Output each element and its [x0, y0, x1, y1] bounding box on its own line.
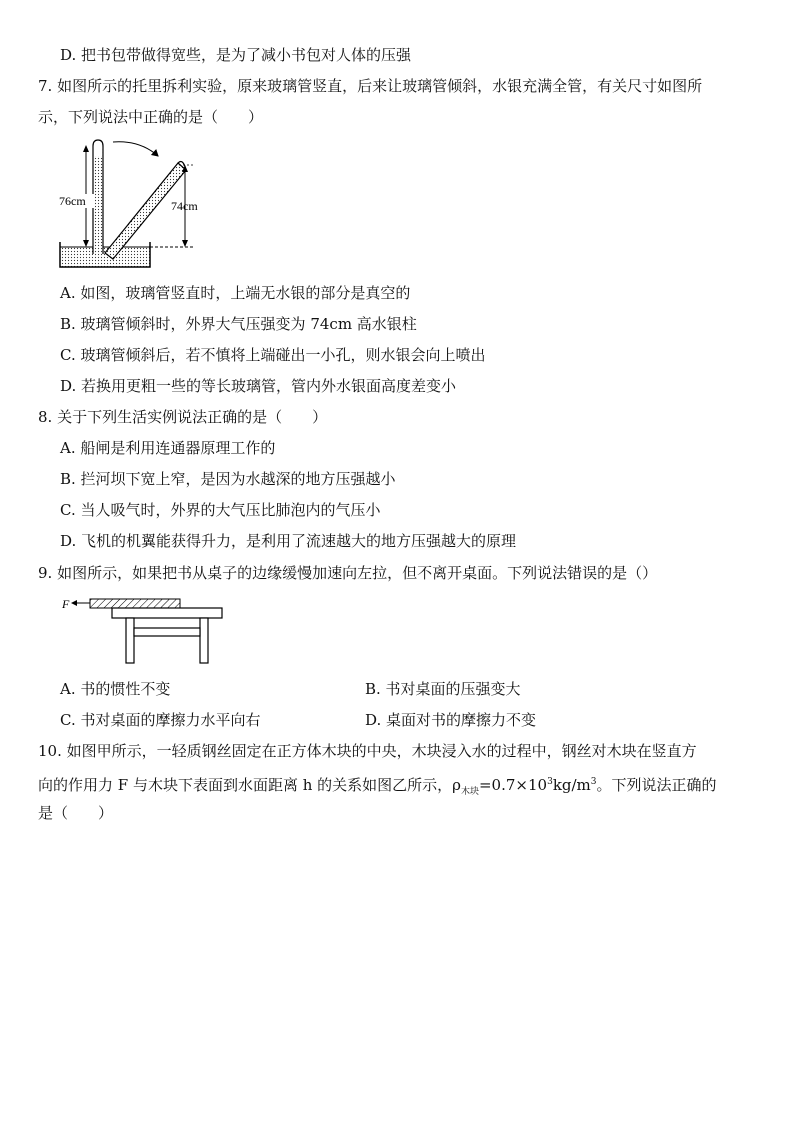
q10-stem-line3: 是（ ）: [38, 804, 114, 822]
table-leg-left: [126, 618, 134, 663]
q9-option-b: B. 书对桌面的压强变大: [365, 680, 521, 698]
label-force-f: F: [62, 597, 70, 611]
tilt-arrow: [113, 142, 158, 156]
q6-option-d: D. 把书包带做得宽些，是为了减小书包对人体的压强: [60, 46, 412, 64]
table-top: [112, 608, 222, 618]
q9-option-d: D. 桌面对书的摩擦力不变: [365, 711, 537, 729]
q8-option-c: C. 当人吸气时，外界的大气压比肺泡内的气压小: [60, 501, 381, 519]
q8-option-d: D. 飞机的机翼能获得升力，是利用了流速越大的地方压强越大的原理: [60, 532, 517, 550]
q9-option-a: A. 书的惯性不变: [60, 680, 171, 698]
q7-option-d: D. 若换用更粗一些的等长玻璃管，管内外水银面高度差变小: [60, 377, 457, 395]
q10-stem-line2: 向的作用力 F 与木块下表面到水面距离 h 的关系如图乙所示，$\rho_{木块}=0.7\times 10^3kg/m^3$。下列说法正确的: [38, 776, 717, 797]
q8-option-b: B. 拦河坝下宽上窄，是因为水越深的地方压强越小: [60, 470, 396, 488]
label-74cm: 74cm: [171, 199, 198, 213]
q7-stem-line2: 示，下列说法中正确的是（ ）: [38, 108, 264, 126]
q7-option-c: C. 玻璃管倾斜后，若不慎将上端碰出一小孔，则水银会向上喷出: [60, 346, 486, 364]
table-leg-right: [200, 618, 208, 663]
q7-option-a: A. 如图，玻璃管竖直时，上端无水银的部分是真空的: [60, 284, 411, 302]
label-76cm: 76cm: [59, 194, 86, 208]
table-crossbar: [134, 628, 200, 636]
torricelli-experiment-figure: [55, 136, 215, 272]
book: [90, 599, 180, 608]
q9-option-c: C. 书对桌面的摩擦力水平向右: [60, 711, 261, 729]
q7-stem-line1: 7. 如图所示的托里拆利实验，原来玻璃管竖直，后来让玻璃管倾斜，水银充满全管，有关尺寸如图所: [38, 77, 703, 95]
q8-stem: 8. 关于下列生活实例说法正确的是（ ）: [38, 408, 328, 426]
book-on-table-figure: [60, 595, 225, 667]
q9-stem: 9. 如图所示，如果把书从桌子的边缘缓慢加速向左拉，但不离开桌面。下列说法错误的是（）: [38, 564, 658, 582]
q10-stem-line1: 10. 如图甲所示，一轻质钢丝固定在正方体木块的中央，木块浸入水的过程中，钢丝对木块在竖直方: [38, 742, 697, 760]
q8-option-a: A. 船闸是利用连通器原理工作的: [60, 439, 276, 457]
mercury-trough-fill: [60, 247, 150, 267]
q7-option-b: B. 玻璃管倾斜时，外界大气压强变为 74cm 高水银柱: [60, 315, 417, 333]
